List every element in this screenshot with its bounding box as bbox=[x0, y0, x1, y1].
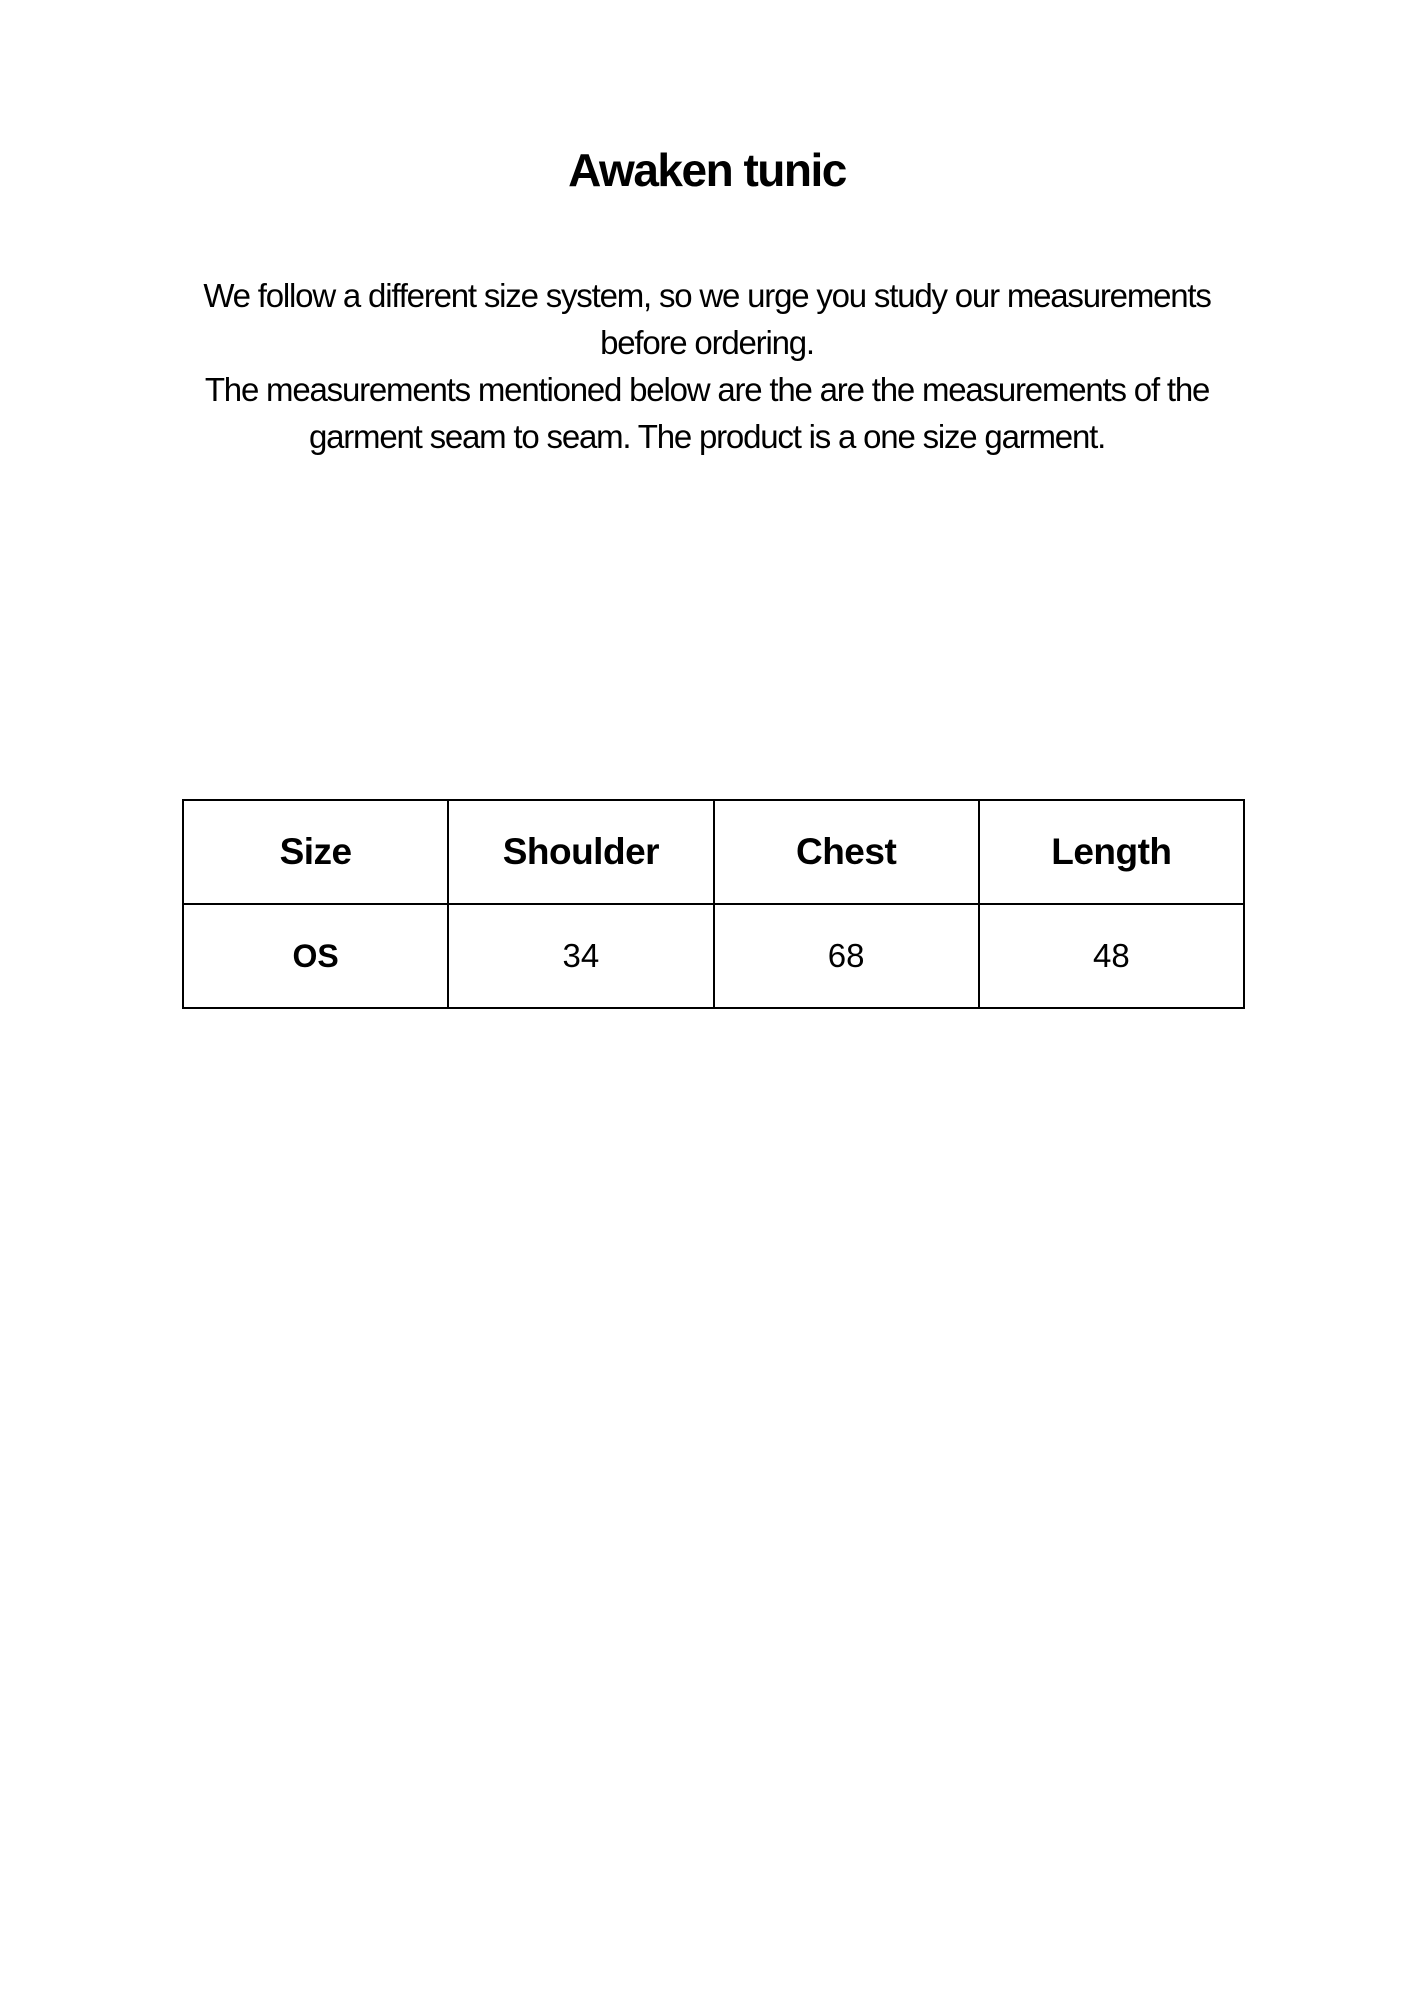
cell-shoulder: 34 bbox=[448, 904, 713, 1008]
size-chart-table bbox=[182, 799, 1245, 1009]
header-size: Size bbox=[183, 800, 448, 904]
page-title: Awaken tunic bbox=[568, 144, 846, 196]
table-row bbox=[183, 904, 1244, 1008]
cell-size: OS bbox=[183, 904, 448, 1008]
cell-length: 48 bbox=[979, 904, 1244, 1008]
table-header-row bbox=[183, 800, 1244, 904]
intro-text bbox=[170, 272, 1244, 460]
cell-chest: 68 bbox=[714, 904, 979, 1008]
header-shoulder: Shoulder bbox=[448, 800, 713, 904]
header-length: Length bbox=[979, 800, 1244, 904]
intro-paragraph: The measurements mentioned below are the are the measurements of the garment seam to seam. The product is a one size garment. bbox=[204, 371, 1210, 455]
intro-paragraph: We follow a different size system, so we urge you study our measurements before ordering. bbox=[203, 277, 1211, 361]
header-chest: Chest bbox=[714, 800, 979, 904]
